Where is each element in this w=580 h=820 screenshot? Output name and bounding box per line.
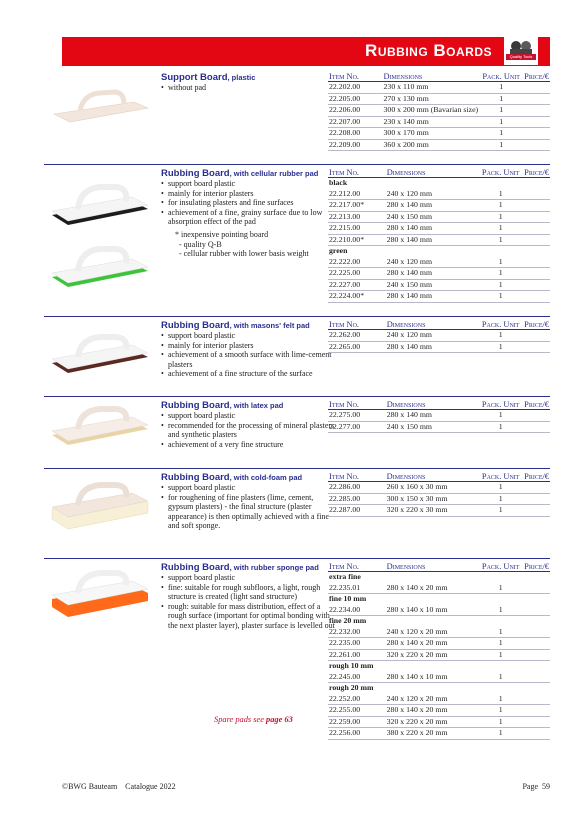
feature-item: • rough: suitable for mass distribution, effect of a rough surface (important for optimal bonding with the next plaster layer), plaster surface is levelled out bbox=[161, 602, 339, 631]
section-cold-foam-pad bbox=[44, 468, 550, 548]
feature-item: • fine: suitable for rough subfloors, a light, rough structure is created (light sand structure) bbox=[161, 583, 339, 602]
logo-label: Quality Tools bbox=[506, 54, 536, 60]
group-label: rough 10 mm bbox=[329, 661, 374, 670]
header-bar bbox=[62, 37, 550, 66]
cold-foam-board-icon bbox=[50, 481, 150, 531]
table-row: 22.234.00 280 x 140 x 10 mm 1 bbox=[328, 605, 550, 616]
footer-page-number: Page 59 bbox=[522, 782, 550, 791]
spare-pads-note: Spare pads see page 63 bbox=[214, 715, 293, 724]
feature-item: • achievement of a fine structure of the surface bbox=[161, 369, 339, 379]
table-row: 22.287.00 320 x 220 x 30 mm 1 bbox=[328, 505, 550, 517]
feature-item: • for insulating plasters and fine surfaces bbox=[161, 198, 339, 208]
table-row: 22.235.00 280 x 140 x 20 mm 1 bbox=[328, 638, 550, 650]
table-row: 22.225.00 280 x 140 mm 1 bbox=[328, 268, 550, 280]
product-title: Rubbing Board, with rubber sponge pad bbox=[161, 562, 319, 573]
product-description bbox=[161, 562, 339, 631]
feature-item: • recommended for the processing of mineral plasters and synthetic plasters bbox=[161, 421, 339, 440]
table-row: 22.212.00 240 x 120 mm 1 bbox=[328, 189, 550, 200]
feature-item: • without pad bbox=[161, 83, 339, 93]
table-row: 22.224.00* 280 x 140 mm 1 bbox=[328, 291, 550, 303]
product-description bbox=[161, 320, 339, 379]
table-row: 22.277.00 240 x 150 mm 1 bbox=[328, 421, 550, 433]
footer-copyright: ©BWG Bauteam Catalogue 2022 bbox=[62, 782, 176, 791]
table-row: 22.245.00 280 x 140 x 10 mm 1 bbox=[328, 672, 550, 683]
product-description bbox=[161, 400, 339, 449]
group-label: fine 10 mm bbox=[329, 594, 367, 603]
feature-item: • support board plastic bbox=[161, 411, 339, 421]
feature-list bbox=[161, 483, 339, 531]
feature-item: • mainly for interior plasters bbox=[161, 189, 339, 199]
feature-item: • achievement of a very fine structure bbox=[161, 440, 339, 450]
product-image bbox=[44, 165, 154, 305]
group-label: extra fine bbox=[329, 572, 361, 581]
support-board-icon bbox=[50, 88, 150, 126]
feature-item: • achievement of a fine, grainy surface due to low absorption effect of the pad bbox=[161, 208, 339, 227]
feature-list bbox=[161, 331, 339, 379]
product-table: Item No. Dimensions Pack. Unit Price/€ 22.275.00 280 x 140 mm 1 22.277.00 240 x 150 mm 1 bbox=[329, 400, 549, 431]
feature-item: • mainly for interior plasters bbox=[161, 341, 339, 351]
group-label: fine 20 mm bbox=[329, 616, 367, 625]
table-row: 22.215.00 280 x 140 mm 1 bbox=[328, 223, 550, 235]
product-table: Item No. Dimensions Pack. Unit Price/€ 22.262.00 240 x 120 mm 1 22.265.00 280 x 140 mm 1 bbox=[329, 320, 549, 351]
table-row: 22.255.00 280 x 140 x 20 mm 1 bbox=[328, 705, 550, 717]
table-row: 22.210.00* 280 x 140 mm 1 bbox=[328, 234, 550, 246]
table-row: 22.209.00 360 x 200 mm 1 bbox=[328, 139, 550, 151]
table-row: 22.262.00 240 x 120 mm 1 bbox=[328, 330, 550, 342]
product-title: Rubbing Board, with masons' felt pad bbox=[161, 320, 310, 331]
table-row: 22.259.00 320 x 220 x 20 mm 1 bbox=[328, 716, 550, 728]
section-support-board bbox=[44, 72, 550, 160]
feature-item: • support board plastic bbox=[161, 179, 339, 189]
feature-item: • for roughening of fine plasters (lime, cement, gypsum plasters) - the final structure (plaster appearance) is then optimally achieved with a fine and soft sponge. bbox=[161, 493, 339, 531]
table-row: 22.202.00 230 x 110 mm 1 bbox=[328, 82, 550, 94]
table-row: 22.265.00 280 x 140 mm 1 bbox=[328, 341, 550, 353]
felt-pad-board-icon bbox=[50, 333, 150, 377]
table-row: 22.261.00 320 x 220 x 20 mm 1 bbox=[328, 649, 550, 661]
product-image bbox=[44, 397, 154, 457]
table-row: 22.285.00 300 x 150 x 30 mm 1 bbox=[328, 493, 550, 505]
section-latex-pad bbox=[44, 396, 550, 456]
group-label: rough 20 mm bbox=[329, 683, 374, 692]
product-table: Item No. Dimensions Pack. Unit Price/€ extra fine 22.235.01 280 x 140 x 20 mm 1 fine 10 mm 22.234.00 280 x 140 x 10 mm 1 fine 20 mm 22.232.00 240 x 120 x 20 mm 1 22.235.00 280 x 140 x 20 mm 1 22.261.00 320 x 220 x 20 mm 1 rough 10 mm 22.245.00 280 x 140 x 10 mm 1 rough 20 mm 22.252.00 240 x 120 x 20 mm 1 22.255.00 280 x 140 x 20 mm 1 22.259.00 320 x 220 x 20 mm 1 22.256.00 380 x 220 x 20 mm 1 bbox=[329, 562, 549, 737]
table-row: 22.227.00 240 x 150 mm 1 bbox=[328, 279, 550, 291]
group-label: black bbox=[329, 178, 348, 187]
black-pad-board-icon bbox=[50, 183, 150, 229]
feature-list bbox=[161, 573, 339, 631]
product-title: Rubbing Board, with latex pad bbox=[161, 400, 284, 411]
table-row: 22.217.00* 280 x 140 mm 1 bbox=[328, 200, 550, 212]
table-row: 22.208.00 300 x 170 mm 1 bbox=[328, 128, 550, 140]
table-row: 22.232.00 240 x 120 x 20 mm 1 bbox=[328, 627, 550, 638]
brand-logo bbox=[504, 37, 538, 65]
product-description bbox=[161, 168, 339, 259]
product-note: * inexpensive pointing board - quality Q-B - cellular rubber with lower basis weight bbox=[175, 229, 309, 259]
latex-pad-board-icon bbox=[50, 405, 150, 449]
feature-item: • support board plastic bbox=[161, 483, 339, 493]
feature-list bbox=[161, 179, 339, 227]
table-row: 22.275.00 280 x 140 mm 1 bbox=[328, 410, 550, 422]
green-pad-board-icon bbox=[50, 245, 150, 291]
feature-list bbox=[161, 83, 339, 93]
table-row: 22.235.01 280 x 140 x 20 mm 1 bbox=[328, 583, 550, 594]
table-row: 22.207.00 230 x 140 mm 1 bbox=[328, 116, 550, 128]
table-row: 22.252.00 240 x 120 x 20 mm 1 bbox=[328, 694, 550, 705]
table-row: 22.206.00 300 x 200 mm (Bavarian size) 1 bbox=[328, 105, 550, 117]
feature-list bbox=[161, 411, 339, 449]
product-image bbox=[44, 317, 154, 387]
product-table: Item No. Dimensions Pack. Unit Price/€ black 22.212.00 240 x 120 mm 1 22.217.00* 280 x 140 mm 1 22.213.00 240 x 150 mm 1 22.215.00 280 x 140 mm 1 22.210.00* 280 x 140 mm 1 green 22.222.00 240 x 120 mm 1 22.225.00 280 x 140 mm 1 22.227.00 240 x 150 mm 1 22.224.00* 280 x 140 mm 1 bbox=[329, 168, 549, 300]
spare-pads-page-link[interactable]: page 63 bbox=[266, 715, 293, 724]
table-row: 22.213.00 240 x 150 mm 1 bbox=[328, 211, 550, 223]
group-label: green bbox=[329, 246, 348, 255]
section-rubber-sponge-pad bbox=[44, 558, 550, 748]
section-cellular-rubber bbox=[44, 164, 550, 304]
sponge-pad-board-icon bbox=[50, 569, 150, 619]
product-table: Item No. Dimensions Pack. Unit Price/€ 22.286.00 260 x 160 x 30 mm 1 22.285.00 300 x 150 x 30 mm 1 22.287.00 320 x 220 x 30 mm 1 bbox=[329, 472, 549, 514]
page-title: Rubbing Boards bbox=[365, 41, 492, 60]
product-description bbox=[161, 72, 339, 93]
table-row: 22.222.00 240 x 120 mm 1 bbox=[328, 257, 550, 268]
feature-item: • support board plastic bbox=[161, 573, 339, 583]
table-row: 22.256.00 380 x 220 x 20 mm 1 bbox=[328, 728, 550, 740]
product-image bbox=[44, 469, 154, 549]
table-row: 22.286.00 260 x 160 x 30 mm 1 bbox=[328, 482, 550, 494]
feature-item: • support board plastic bbox=[161, 331, 339, 341]
feature-item: • achievement of a smooth surface with lime-cement plasters bbox=[161, 350, 339, 369]
product-title: Rubbing Board, with cellular rubber pad bbox=[161, 168, 319, 179]
table-row: 22.205.00 270 x 130 mm 1 bbox=[328, 93, 550, 105]
product-image bbox=[44, 72, 154, 152]
product-description bbox=[161, 472, 339, 531]
product-table: Item No. Dimensions Pack. Unit Price/€ 22.202.00 230 x 110 mm 1 22.205.00 270 x 130 mm 1 22.206.00 300 x 200 mm (Bavarian size) 1 22.207.00 230 x 140 mm 1 22.208.00 300 x 170 mm 1 22.209.00 360 x 200 mm 1 bbox=[329, 72, 549, 149]
section-felt-pad bbox=[44, 316, 550, 386]
product-title: Support Board, plastic bbox=[161, 72, 256, 83]
product-image bbox=[44, 559, 154, 639]
product-title: Rubbing Board, with cold-foam pad bbox=[161, 472, 303, 483]
